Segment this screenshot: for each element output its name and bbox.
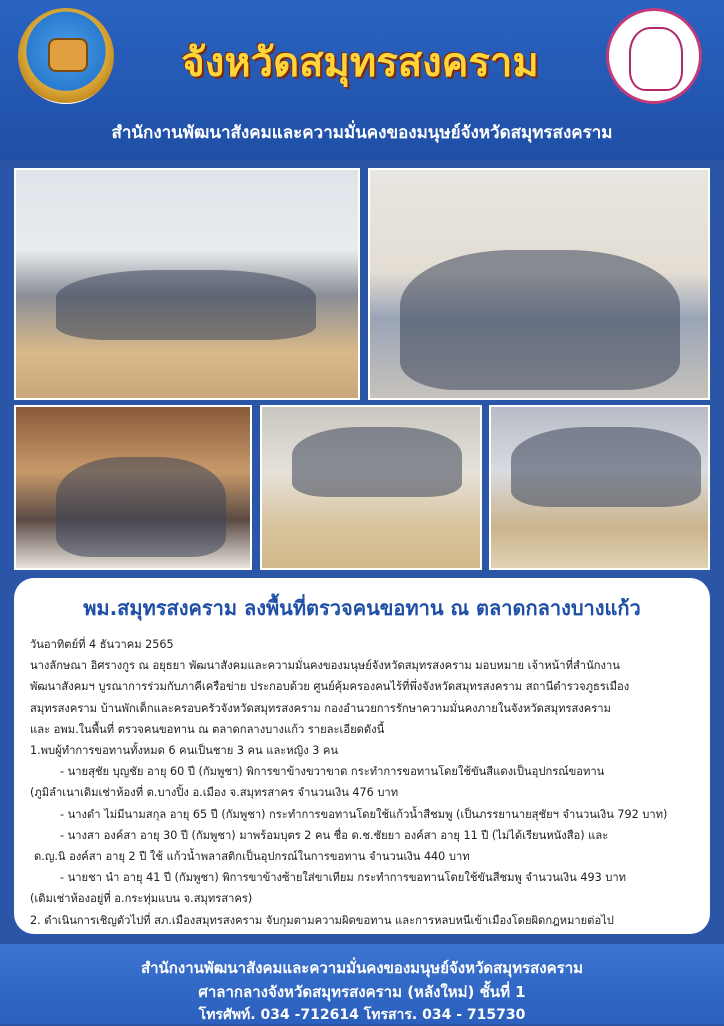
article-line: สมุทรสงคราม บ้านพักเด็กและครอบครัวจังหวัดสมุทรสงคราม กองอำนวยการรักษาความมั่นคงภายในจังหวัดสมุทรสงคราม — [30, 701, 611, 715]
article-line: (ภูมิลำเนาเดิมเช่าห้องที่ ต.บางปิ้ง อ.เมือง จ.สมุทรสาคร จำนวนเงิน 476 บาท — [30, 786, 399, 800]
province-seal-icon — [18, 8, 114, 104]
footer-banner — [0, 944, 724, 1024]
hallway-photo — [368, 168, 710, 400]
footer-address: ศาลากลางจังหวัดสมุทรสงคราม (หลังใหม่) ชั้นที่ 1 — [198, 983, 526, 1001]
article-card — [14, 578, 710, 934]
article-line: - นางดำ ไม่มีนามสกุล อายุ 65 ปี (กัมพูชา) กระทำการขอทานโดยใช้แก้วน้ำสีชมพู (เป็นภรรยานายสุชัยฯ จำนวนเงิน 792 บาท) — [60, 807, 668, 821]
article-line: - นายชา นำ อายุ 41 ปี (กัมพูชา) พิการขาข้างซ้ายใส่ขาเทียม กระทำการขอทานโดยใช้ขันสีชมพู จำนวนเงิน 493 บาท — [60, 871, 627, 885]
header-banner — [0, 0, 724, 160]
page-title: จังหวัดสมุทรสงคราม — [181, 40, 539, 86]
article-line: (เดิมเช่าห้องอยู่ที่ อ.กระทุ่มแบน จ.สมุทรสาคร) — [30, 892, 253, 906]
article-line: และ อพม.ในพื้นที่ ตรวจคนขอทาน ณ ตลาดกลางบางแก้ว รายละเอียดดังนี้ — [30, 722, 385, 736]
article-line: 2. ดำเนินการเชิญตัวไปที่ สภ.เมืองสมุทรสงคราม จับกุมตามความผิดขอทาน และการหลบหนีเข้าเมืองโดยผิดกฎหมายต่อไป — [30, 913, 614, 927]
article-line: ด.ญ.นิ องค์สา อายุ 2 ปี ใช้ แก้วน้ำพลาสติกเป็นอุปกรณ์ในการขอทาน จำนวนเงิน 440 บาท — [34, 850, 470, 864]
article-line: - นายสุชัย บุญชัย อายุ 60 ปี (กัมพูชา) พิการขาข้างขวาขาด กระทำการขอทานโดยใช้ขันสีแดงเป็นอุปกรณ์ขอทาน — [60, 765, 605, 779]
article-line: - นางสา องค์สา อายุ 30 ปี (กัมพูชา) มาพร้อมบุตร 2 คน ชื่อ ด.ช.ชัยยา องค์สา อายุ 11 ปี (ไม่ได้เรียนหนังสือ) และ — [60, 828, 609, 842]
article-line: พัฒนาสังคมฯ บูรณาการร่วมกับภาคีเครือข่าย ประกอบด้วย ศูนย์คุ้มครองคนไร้ที่พึ่งจังหวัดสมุทรสงคราม สถานีตำรวจภูธรเมือง — [30, 680, 630, 694]
article-line: 1.พบผู้ทำการขอทานทั้งหมด 6 คนเป็นชาย 3 คน และหญิง 3 คน — [30, 744, 339, 758]
drum-icon — [48, 38, 88, 72]
footer-contact: โทรศัพท์. 034 -712614 โทรสาร. 034 - 715730 — [198, 1007, 526, 1023]
article-line: นางลักษณา อิศรางกูร ณ อยุธยา พัฒนาสังคมและความมั่นคงของมนุษย์จังหวัดสมุทรสงคราม มอบหมาย เจ้าหน้าที่สำนักงาน — [30, 659, 620, 673]
group-photo — [14, 168, 360, 400]
table-photo-2 — [489, 405, 710, 570]
ministry-emblem-icon — [606, 8, 702, 104]
article-line: วันอาทิตย์ที่ 4 ธันวาคม 2565 — [30, 638, 174, 651]
deity-emblem-icon — [629, 27, 683, 91]
footer-office-name: สำนักงานพัฒนาสังคมและความมั่นคงของมนุษย์จังหวัดสมุทรสงคราม — [140, 959, 584, 977]
table-photo-1 — [260, 405, 482, 570]
room-photo — [14, 405, 252, 570]
page-subtitle: สำนักงานพัฒนาสังคมและความมั่นคงของมนุษย์จังหวัดสมุทรสงคราม — [111, 123, 613, 143]
article-headline: พม.สมุทรสงคราม ลงพื้นที่ตรวจคนขอทาน ณ ตลาดกลางบางแก้ว — [83, 596, 641, 620]
article-body — [30, 634, 702, 931]
